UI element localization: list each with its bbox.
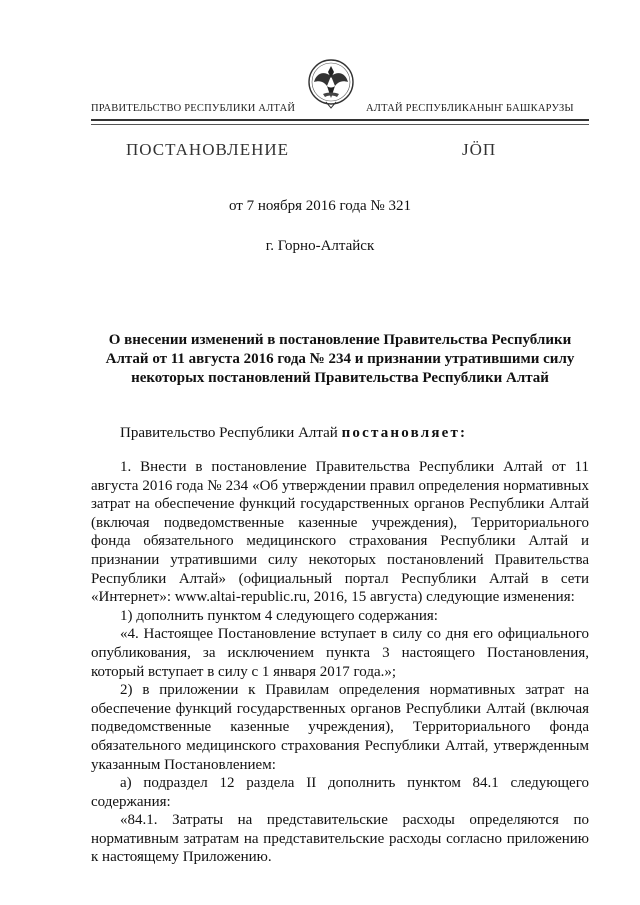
preamble-resolves: постановляет: xyxy=(341,425,468,441)
body-text-line: указанным Постановлением: xyxy=(91,756,276,773)
body-text-line: обязательного медицинского страхования Республики Алтай, утвержденным xyxy=(91,737,589,754)
preamble xyxy=(120,425,467,442)
body-text-line: к настоящему Приложению. xyxy=(91,849,272,866)
document-body xyxy=(91,458,589,867)
body-text-line: фонда обязательного медицинского страхования Республики Алтай и xyxy=(91,533,589,550)
body-text-line: (включая подведомственные казенные учреждения), Территориального xyxy=(91,514,589,531)
body-text-line: 1) дополнить пунктом 4 следующего содержания: xyxy=(120,607,438,624)
document-type-altai: JӦП xyxy=(462,140,497,159)
body-text-line: августа 2016 года № 234 «Об утверждении правил определения нормативных xyxy=(91,477,589,494)
preamble-text: Правительство Республики Алтай xyxy=(120,425,342,441)
body-text-line: Республики Алтай» (официальный портал Республики Алтай в сети xyxy=(91,570,589,587)
government-name-russian: ПРАВИТЕЛЬСТВО РЕСПУБЛИКИ АЛТАЙ xyxy=(91,103,296,114)
body-text-line: который вступает в силу с 1 января 2017 года.»; xyxy=(91,663,397,680)
body-text-line: подведомственные казенные учреждения), Территориального фонда xyxy=(91,719,589,736)
government-name-altai: АЛТАЙ РЕСПУБЛИКАНЫҤ БАШКАРУЗЫ xyxy=(366,103,574,114)
body-text-line: а) подраздел 12 раздела II дополнить пунктом 84.1 следующего xyxy=(120,775,589,792)
body-text-line: содержания: xyxy=(91,793,171,810)
body-text-line: затрат на обеспечение функций государственных органов Республики Алтай xyxy=(91,496,589,513)
body-text-line: опубликования, за исключением пункта 3 настоящего Постановления, xyxy=(91,644,589,661)
header-divider-thick xyxy=(91,119,589,121)
body-text-line: признании утратившими силу некоторых постановлений Правительства xyxy=(91,551,589,568)
body-text-line: «Интернет»: www.altai-republic.ru, 2016, 15 августа) следующие изменения: xyxy=(91,589,575,606)
body-text-line: «4. Настоящее Постановление вступает в силу со дня его официального xyxy=(120,626,589,643)
document-title xyxy=(95,331,585,388)
body-text-line: 1. Внести в постановление Правительства Республики Алтай от 11 xyxy=(120,459,589,475)
body-text-line: нормативным затратам на представительские расходы согласно приложению xyxy=(91,830,589,847)
document-date-number: от 7 ноября 2016 года № 321 xyxy=(229,198,411,214)
body-text-line: «84.1. Затраты на представительские расходы определяются по xyxy=(120,812,589,829)
coat-of-arms-icon xyxy=(307,56,355,112)
body-text-line: 2) в приложении к Правилам определения нормативных затрат на xyxy=(120,682,589,699)
title-line: некоторых постановлений Правительства Республики Алтай xyxy=(131,370,549,386)
document-type-russian: ПОСТАНОВЛЕНИЕ xyxy=(126,140,290,159)
header-divider-thin xyxy=(91,124,589,125)
document-city: г. Горно-Алтайск xyxy=(265,238,375,254)
title-line: Алтай от 11 августа 2016 года № 234 и признании утратившими силу xyxy=(105,351,575,367)
body-text-line: обеспечение функций государственных органов Республики Алтай (включая xyxy=(91,700,589,717)
title-line: О внесении изменений в постановление Правительства Республики xyxy=(108,332,572,348)
